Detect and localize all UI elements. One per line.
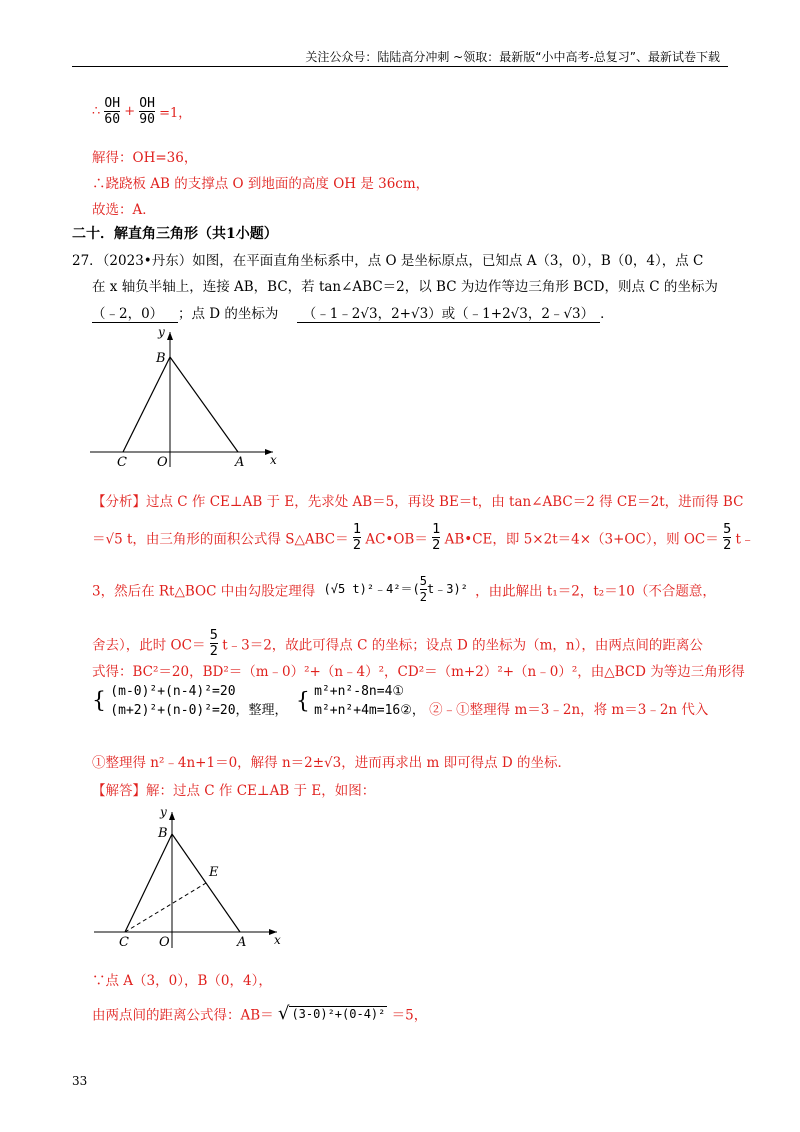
page-number: 33 bbox=[72, 1074, 88, 1088]
label-y: y bbox=[160, 806, 167, 819]
question-line-3 bbox=[92, 302, 614, 323]
radicand: (3-0)²+(0-4)² bbox=[291, 1006, 386, 1021]
analysis-line-6 bbox=[92, 684, 708, 718]
frac-den: 60 bbox=[104, 112, 121, 127]
label-o: O bbox=[159, 935, 170, 950]
pythagoras-equation bbox=[323, 574, 476, 604]
frac-num: 5 bbox=[419, 574, 427, 588]
frac-num: 5 bbox=[209, 627, 218, 643]
analysis-text: AB•CE，即 5×2t＝4×（3+OC），则 OC＝ bbox=[444, 531, 719, 548]
label-c: C bbox=[117, 455, 127, 470]
question-mid: ；点 D 的坐标为 bbox=[178, 306, 279, 322]
conclusion-line: ∴跷跷板 AB 的支撑点 O 到地面的高度 OH 是 36cm， bbox=[92, 176, 430, 192]
brace-icon: { bbox=[295, 688, 310, 714]
fraction-oh-90 bbox=[139, 96, 155, 127]
analysis-text: AC•OB＝ bbox=[365, 531, 428, 548]
fraction-five-halves bbox=[723, 522, 731, 553]
brace-icon: { bbox=[92, 688, 106, 714]
frac-den: 2 bbox=[723, 537, 732, 553]
question-line-1: 27．（2023•丹东）如图，在平面直角坐标系中，点 O 是坐标原点，已知点 A（3，0），B（0，4），点 C bbox=[72, 253, 704, 269]
frac-num: OH bbox=[104, 96, 121, 111]
question-line-2: 在 x 轴负半轴上，连接 AB，BC，若 tan∠ABC＝2，以 BC 为边作等边三角形 BCD，则点 C 的坐标为 bbox=[92, 279, 718, 295]
sqrt-icon: √ bbox=[277, 1003, 290, 1024]
y-arrow-icon bbox=[167, 332, 173, 340]
analysis-text: 舍去），此时 OC＝ bbox=[92, 637, 206, 654]
segment-cb bbox=[123, 357, 170, 452]
choice-line: 故选：A． bbox=[92, 202, 156, 218]
analysis-line-2 bbox=[92, 522, 754, 553]
label-y: y bbox=[158, 325, 165, 339]
solve-line: 解得：OH=36， bbox=[92, 150, 198, 166]
answer-text: ＝5， bbox=[391, 1007, 428, 1024]
label-b: B bbox=[158, 826, 168, 841]
answer-blank-c: （﹣2，0） bbox=[92, 302, 178, 323]
eq-part: (√5 t)²﹣4²＝( bbox=[323, 582, 420, 596]
frac-den: 2 bbox=[419, 590, 427, 604]
label-o: O bbox=[157, 455, 168, 470]
fraction-half bbox=[432, 522, 440, 553]
label-e: E bbox=[209, 865, 219, 880]
fraction-half bbox=[353, 522, 361, 553]
figure-1 bbox=[88, 322, 288, 472]
frac-den: 2 bbox=[352, 537, 362, 553]
fraction-five-halves bbox=[420, 574, 427, 605]
label-b: B bbox=[156, 351, 166, 366]
header-rule bbox=[72, 66, 728, 67]
segment-cb bbox=[125, 834, 172, 932]
eq-plus: + bbox=[124, 104, 136, 119]
eq-tail: =1， bbox=[159, 106, 192, 121]
figure-2 bbox=[92, 806, 292, 956]
analysis-text: ②﹣①整理得 m＝3﹣2n，将 m＝3﹣2n 代入 bbox=[429, 702, 709, 718]
page-header: 关注公众号：陆陆高分冲刺 ~领取：最新版“小中高考-总复习”、最新试卷下载 bbox=[305, 50, 720, 64]
frac-den: 2 bbox=[209, 643, 218, 659]
label-x: x bbox=[274, 933, 281, 947]
answer-text: 由两点间的距离公式得：AB＝ bbox=[92, 1007, 274, 1024]
fraction-equation bbox=[92, 96, 191, 127]
frac-num: 5 bbox=[723, 521, 732, 537]
system-1 bbox=[110, 684, 287, 718]
system-row: (m-0)²+(n-4)²=20 bbox=[110, 684, 236, 699]
section-title: 二十．解直角三角形（共1小题） bbox=[72, 226, 278, 242]
analysis-text: 3，然后在 Rt△BOC 中由勾股定理得 bbox=[92, 583, 316, 600]
system-row: (m+2)²+(n-0)²=20，整理， bbox=[110, 703, 288, 718]
analysis-text: t﹣3＝2，故此可得点 C 的坐标；设点 D 的坐标为（m，n），由两点间的距离公 bbox=[222, 637, 703, 654]
y-arrow-icon bbox=[169, 812, 175, 820]
label-c: C bbox=[119, 935, 129, 950]
label-a: A bbox=[237, 935, 247, 950]
analysis-line-5: 式得：BC²＝20，BD²＝（m﹣0）²+（n﹣4）²，CD²＝（m+2）²+（n﹣0）²，由△BCD 为等边三角形得 bbox=[92, 664, 745, 680]
fraction-five-halves bbox=[210, 628, 218, 659]
frac-num: OH bbox=[139, 96, 155, 111]
eq-prefix: ∴ bbox=[92, 104, 101, 119]
analysis-line-4 bbox=[92, 628, 703, 659]
analysis-line-1: 【分析】过点 C 作 CE⊥AB 于 E，先求处 AB＝5，再设 BE＝t，由 tan∠ABC＝2 得 CE＝2t，进而得 BC bbox=[92, 494, 744, 510]
system-2 bbox=[314, 684, 425, 718]
label-x: x bbox=[270, 453, 277, 467]
frac-den: 2 bbox=[432, 537, 441, 553]
analysis-line-7: ①整理得 n²﹣4n+1＝0，解得 n＝2±√3，进而再求出 m 即可得点 D 的坐标． bbox=[92, 755, 572, 771]
frac-den: 90 bbox=[139, 112, 155, 127]
analysis-line-3 bbox=[92, 574, 716, 605]
analysis-text: ，由此解出 t₁＝2，t₂＝10（不合题意， bbox=[475, 583, 716, 600]
frac-num: 1 bbox=[432, 521, 441, 537]
analysis-text: t﹣ bbox=[735, 531, 755, 548]
segment-ba bbox=[170, 357, 238, 452]
label-a: A bbox=[235, 455, 245, 470]
eq-part: t﹣3)² bbox=[427, 582, 468, 596]
analysis-text: ＝√5 t，由三角形的面积公式得 S△ABC＝ bbox=[92, 531, 349, 548]
answer-blank-d: （﹣1﹣2√3，2+√3）或（﹣1+2√3，2﹣√3） bbox=[297, 302, 600, 323]
fraction-oh-60 bbox=[104, 96, 120, 127]
system-row: m²+n²-8n=4① bbox=[314, 684, 405, 699]
question-end: ． bbox=[600, 306, 614, 322]
answer-line-2: ∵点 A（3，0），B（0，4）， bbox=[92, 973, 272, 989]
system-row: m²+n²+4m=16②， bbox=[314, 703, 425, 718]
frac-num: 1 bbox=[352, 521, 362, 537]
answer-line-1: 【解答】解：过点 C 作 CE⊥AB 于 E，如图： bbox=[92, 783, 376, 799]
answer-line-3 bbox=[92, 1003, 427, 1024]
